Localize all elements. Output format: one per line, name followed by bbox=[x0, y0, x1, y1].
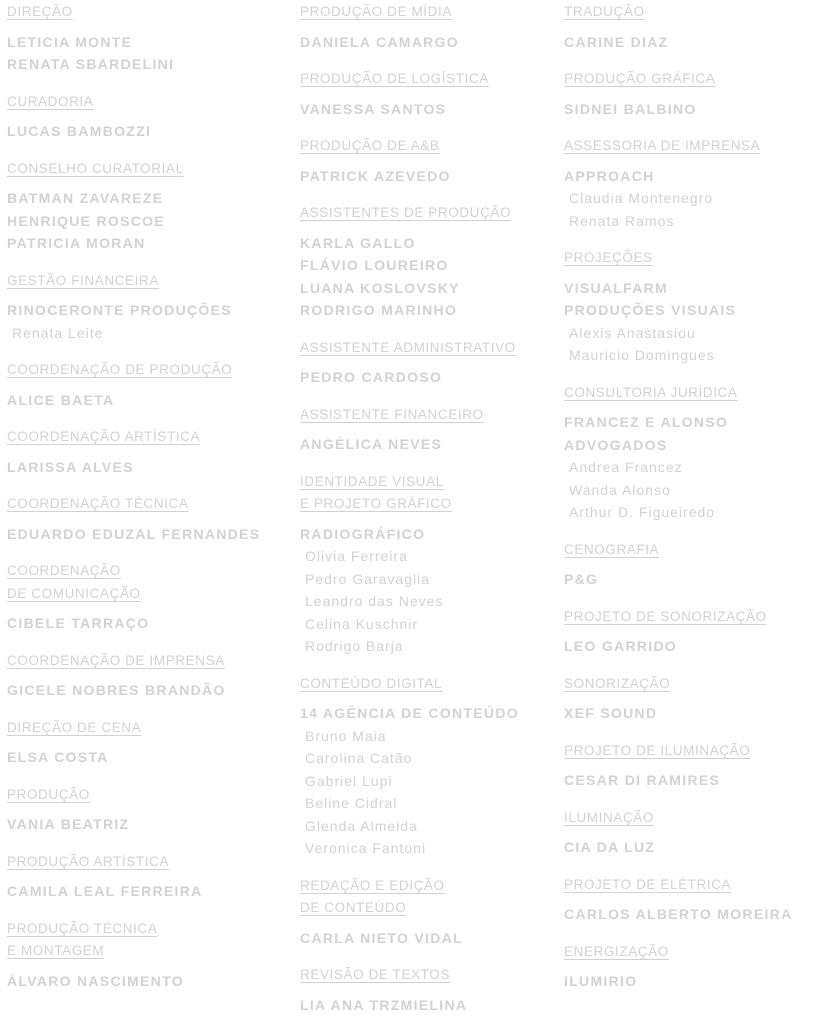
credit-names bbox=[300, 366, 560, 389]
credit-section bbox=[564, 673, 814, 725]
credited-name: PEDRO CARDOSO bbox=[300, 369, 443, 385]
role-heading: PRODUÇÃO bbox=[7, 786, 90, 802]
team-member-name: Andrea Francez bbox=[569, 459, 683, 475]
credit-section bbox=[7, 560, 292, 635]
credit-section bbox=[564, 539, 814, 591]
credit-section bbox=[564, 941, 814, 993]
credit-names bbox=[564, 769, 814, 792]
credited-name: APPROACH bbox=[564, 167, 655, 184]
role-heading: TRADUÇÃO bbox=[564, 4, 645, 19]
team-member-name: Carolina Catão bbox=[305, 750, 413, 766]
credit-section bbox=[300, 202, 560, 322]
credit-section bbox=[564, 382, 814, 524]
credited-name: FRANCEZ E ALONSO bbox=[564, 414, 729, 430]
role-heading: CONSULTORIA JURÍDICA bbox=[564, 384, 738, 400]
credit-names bbox=[300, 433, 560, 456]
credited-name: LIA ANA TRZMIELINA bbox=[300, 996, 468, 1013]
credited-name: ÁLVARO NASCIMENTO bbox=[7, 972, 184, 989]
credited-name: RODRIGO MARINHO bbox=[300, 302, 458, 318]
credit-section bbox=[7, 784, 292, 836]
team-member-name: Gabriel Lupi bbox=[305, 772, 393, 789]
credit-names bbox=[564, 836, 814, 859]
credited-name: 14 AGÊNCIA DE CONTEÚDO bbox=[300, 705, 519, 721]
credit-section bbox=[564, 247, 814, 367]
team-member-name: Claudia Montenegro bbox=[569, 190, 714, 206]
credited-name: XEF SOUND bbox=[564, 705, 658, 721]
role-heading: ASSISTENTE FINANCEIRO bbox=[300, 406, 484, 422]
credited-name: P&G bbox=[564, 571, 599, 587]
credited-name: VISUALFARM bbox=[564, 279, 668, 296]
credit-section bbox=[7, 426, 292, 478]
credited-name: LETICIA MONTE bbox=[7, 33, 133, 50]
credited-name: LARISSA ALVES bbox=[7, 458, 134, 475]
role-heading: COORDENAÇÃO ARTÍSTICA bbox=[7, 429, 201, 444]
credited-name: HENRIQUE ROSCOE bbox=[7, 212, 165, 229]
role-heading: PRODUÇÃO TÉCNICA E MONTAGEM bbox=[7, 920, 158, 958]
team-member-name: Alexis Anastasiou bbox=[569, 324, 696, 341]
team-member-name: Glenda Almeida bbox=[305, 817, 418, 834]
credit-section bbox=[7, 650, 292, 702]
credit-names bbox=[300, 523, 560, 658]
credit-names bbox=[300, 165, 560, 188]
credit-names bbox=[300, 232, 560, 322]
role-heading: COORDENAÇÃO TÉCNICA bbox=[7, 496, 189, 511]
team-member-name: Renata Leite bbox=[12, 324, 104, 341]
credit-names bbox=[7, 523, 292, 546]
credit-names bbox=[7, 612, 292, 635]
credits-column-1 bbox=[7, 0, 292, 1007]
credits-column-2 bbox=[300, 0, 560, 1031]
credit-section bbox=[7, 359, 292, 411]
credit-section bbox=[564, 740, 814, 792]
role-heading: PRODUÇÃO DE A&B bbox=[300, 138, 440, 153]
team-member-name: Bruno Maia bbox=[305, 727, 387, 744]
role-heading: PROJEÇÕES bbox=[564, 250, 653, 265]
credited-name: CIA DA LUZ bbox=[564, 839, 656, 855]
team-member-name: Celina Kuschnir bbox=[305, 615, 419, 632]
role-heading: DIREÇÃO DE CENA bbox=[7, 719, 142, 735]
credited-name: CIBELE TARRAÇO bbox=[7, 615, 150, 631]
credit-names bbox=[564, 970, 814, 993]
credit-section bbox=[300, 337, 560, 389]
credited-name: CESAR DI RAMIRES bbox=[564, 772, 721, 788]
credited-name: PATRICIA MORAN bbox=[7, 235, 146, 251]
role-heading: PRODUÇÃO GRÁFICA bbox=[564, 71, 716, 86]
credit-section bbox=[300, 135, 560, 187]
credited-name: LUCAS BAMBOZZI bbox=[7, 123, 152, 139]
role-heading: COORDENAÇÃO DE PRODUÇÃO bbox=[7, 362, 233, 377]
role-heading: DIREÇÃO bbox=[7, 4, 73, 19]
role-heading: ASSISTENTES DE PRODUÇÃO bbox=[300, 205, 512, 220]
credited-name: LUANA KOSLOVSKY bbox=[300, 279, 460, 296]
role-heading: PROJETO DE SONORIZAÇÃO bbox=[564, 608, 767, 624]
role-heading: COORDENAÇÃO DE IMPRENSA bbox=[7, 652, 225, 668]
team-member-name: Veronica Fantoni bbox=[305, 840, 427, 856]
role-heading: PROJETO DE ELÉTRICA bbox=[564, 876, 732, 892]
role-heading: PRODUÇÃO DE LOGÍSTICA bbox=[300, 71, 489, 86]
role-heading: CURADORIA bbox=[7, 93, 94, 109]
credit-names bbox=[300, 927, 560, 950]
credit-section bbox=[7, 493, 292, 545]
credit-section bbox=[300, 404, 560, 456]
credit-names bbox=[7, 970, 292, 993]
credited-name: LEO GARRIDO bbox=[564, 638, 678, 654]
credit-section bbox=[564, 807, 814, 859]
credit-section bbox=[7, 1, 292, 76]
credit-section bbox=[7, 851, 292, 903]
role-heading: ILUMINAÇÃO bbox=[564, 809, 655, 825]
credit-names bbox=[7, 746, 292, 769]
credited-name: ILUMIRIO bbox=[564, 973, 638, 989]
credit-section bbox=[564, 1, 814, 53]
role-heading: ASSISTENTE ADMINISTRATIVO bbox=[300, 339, 516, 355]
credited-name: CAMILA LEAL FERREIRA bbox=[7, 883, 203, 899]
credited-name: PATRICK AZEVEDO bbox=[300, 167, 451, 184]
role-heading: IDENTIDADE VISUAL E PROJETO GRÁFICO bbox=[300, 473, 452, 511]
credit-names bbox=[7, 456, 292, 479]
credit-section bbox=[564, 135, 814, 232]
team-member-name: Pedro Garavaglia bbox=[305, 570, 430, 587]
credited-name: SIDNEI BALBINO bbox=[564, 100, 697, 117]
credit-section bbox=[300, 673, 560, 860]
team-member-name: Rodrigo Barja bbox=[305, 638, 404, 654]
role-heading: CONTEÚDO DIGITAL bbox=[300, 675, 443, 691]
team-member-name: Renata Ramos bbox=[569, 212, 675, 229]
credited-name: EDUARDO EDUZAL FERNANDES bbox=[7, 525, 261, 542]
role-heading: PROJETO DE ILUMINAÇÃO bbox=[564, 742, 751, 758]
credit-names bbox=[7, 299, 292, 344]
credit-section bbox=[7, 270, 292, 345]
credit-names bbox=[564, 568, 814, 591]
role-heading: REVISÃO DE TEXTOS bbox=[300, 967, 450, 982]
credit-names bbox=[564, 165, 814, 233]
credited-name: CARINE DIAZ bbox=[564, 33, 669, 50]
role-heading: CENOGRAFIA bbox=[564, 541, 660, 557]
credit-names bbox=[300, 702, 560, 860]
credit-names bbox=[564, 702, 814, 725]
team-member-name: Leandro das Neves bbox=[305, 593, 444, 609]
credited-name: GICELE NOBRES BRANDÃO bbox=[7, 682, 226, 698]
credit-section bbox=[564, 68, 814, 120]
credited-name: VANIA BEATRIZ bbox=[7, 816, 130, 832]
credit-section bbox=[7, 158, 292, 255]
credit-names bbox=[7, 813, 292, 836]
credit-names bbox=[564, 635, 814, 658]
credit-names bbox=[7, 389, 292, 412]
credit-section bbox=[564, 606, 814, 658]
credited-name: BATMAN ZAVAREZE bbox=[7, 190, 164, 206]
credited-name: ELSA COSTA bbox=[7, 749, 109, 765]
credited-name: DANIELA CAMARGO bbox=[300, 33, 459, 50]
credit-names bbox=[564, 903, 814, 926]
credit-names bbox=[7, 120, 292, 143]
credit-section bbox=[300, 875, 560, 950]
credit-names bbox=[7, 187, 292, 255]
credit-section bbox=[7, 91, 292, 143]
credit-names bbox=[7, 679, 292, 702]
credited-name: RENATA SBARDELINI bbox=[7, 56, 175, 72]
credit-section bbox=[7, 918, 292, 993]
credit-names bbox=[564, 98, 814, 121]
credit-names bbox=[564, 31, 814, 54]
role-heading: SONORIZAÇÃO bbox=[564, 675, 671, 691]
credit-section bbox=[300, 964, 560, 1016]
credit-section bbox=[300, 1, 560, 53]
credited-name: PRODUÇÕES VISUAIS bbox=[564, 302, 737, 318]
credited-name: KARLA GALLO bbox=[300, 234, 416, 251]
role-heading: ENERGIZAÇÃO bbox=[564, 943, 669, 959]
credited-name: CARLOS ALBERTO MOREIRA bbox=[564, 906, 793, 922]
credited-name: CARLA NIETO VIDAL bbox=[300, 929, 463, 946]
credited-name: RINOCERONTE PRODUÇÕES bbox=[7, 302, 232, 318]
team-member-name: Beline Cidral bbox=[305, 795, 398, 811]
role-heading: GESTÃO FINANCEIRA bbox=[7, 272, 159, 288]
credit-section bbox=[564, 874, 814, 926]
credited-name: ADVOGADOS bbox=[564, 436, 668, 453]
credit-names bbox=[300, 98, 560, 121]
role-heading: PRODUÇÃO ARTÍSTICA bbox=[7, 853, 170, 869]
credits-column-3 bbox=[564, 0, 814, 1008]
role-heading: COORDENAÇÃO DE COMUNICAÇÃO bbox=[7, 563, 141, 601]
credited-name: VANESSA SANTOS bbox=[300, 100, 447, 117]
credited-name: ANGÉLICA NEVES bbox=[300, 436, 443, 452]
credit-names bbox=[300, 31, 560, 54]
credit-section bbox=[300, 68, 560, 120]
credit-section bbox=[300, 471, 560, 658]
credit-names bbox=[564, 411, 814, 524]
team-member-name: Mauricio Domingues bbox=[569, 347, 715, 363]
credited-name: ALICE BAETA bbox=[7, 391, 115, 408]
team-member-name: Wanda Alonso bbox=[569, 481, 671, 498]
team-member-name: Arthur D. Figueiredo bbox=[569, 504, 716, 520]
credit-section bbox=[7, 717, 292, 769]
credit-names bbox=[7, 880, 292, 903]
role-heading: REDAÇÃO E EDIÇÃO DE CONTEÚDO bbox=[300, 877, 445, 915]
credit-names bbox=[7, 31, 292, 76]
credit-names bbox=[564, 277, 814, 367]
role-heading: CONSELHO CURATORIAL bbox=[7, 160, 184, 176]
team-member-name: Olivia Ferreira bbox=[305, 548, 408, 564]
credit-names bbox=[300, 994, 560, 1017]
credited-name: RADIOGRÁFICO bbox=[300, 525, 426, 542]
role-heading: ASSESSORIA DE IMPRENSA bbox=[564, 138, 761, 153]
role-heading: PRODUÇÃO DE MÍDIA bbox=[300, 4, 452, 19]
credited-name: FLÁVIO LOUREIRO bbox=[300, 257, 449, 273]
